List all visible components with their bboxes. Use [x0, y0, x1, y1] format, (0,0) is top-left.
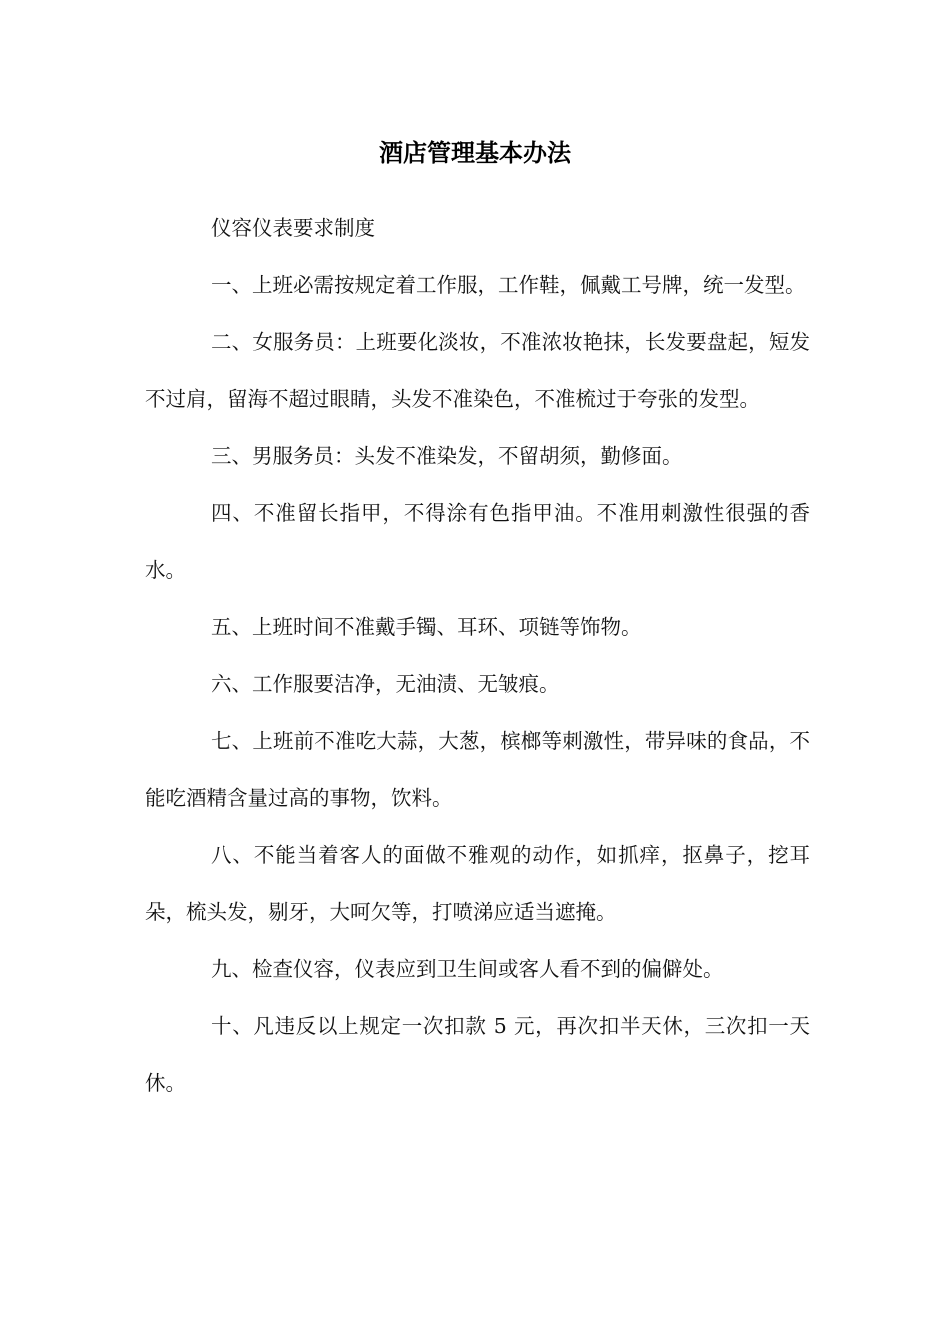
rule-paragraph-1: 一、上班必需按规定着工作服，工作鞋，佩戴工号牌，统一发型。	[211, 273, 806, 297]
rule-paragraph-9: 九、检查仪容，仪表应到卫生间或客人看不到的偏僻处。	[211, 957, 724, 981]
document-body	[145, 200, 810, 1112]
rule-paragraph-5: 五、上班时间不准戴手镯、耳环、项链等饰物。	[211, 615, 642, 639]
rule-paragraph-8: 八、不能当着客人的面做不雅观的动作，如抓痒，抠鼻子，挖耳朵，梳头发，剔牙，大呵欠等，打喷涕应适当遮掩。	[145, 843, 810, 924]
rule-paragraph-2: 二、女服务员：上班要化淡妆，不准浓妆艳抹，长发要盘起，短发不过肩，留海不超过眼睛，头发不准染色，不准梳过于夸张的发型。	[145, 330, 810, 411]
rule-paragraph-10: 十、凡违反以上规定一次扣款 5 元，再次扣半天休，三次扣一天休。	[145, 1014, 810, 1095]
section-heading: 仪容仪表要求制度	[211, 216, 375, 240]
rule-paragraph-3: 三、男服务员：头发不准染发，不留胡须，勤修面。	[211, 444, 683, 468]
rule-paragraph-6: 六、工作服要洁净，无油渍、无皱痕。	[211, 672, 560, 696]
rule-paragraph-4: 四、不准留长指甲，不得涂有色指甲油。不准用刺激性很强的香水。	[145, 501, 810, 582]
rule-paragraph-7: 七、上班前不准吃大蒜，大葱，槟榔等刺激性，带异味的食品，不能吃酒精含量过高的事物，饮料。	[145, 729, 810, 810]
document-title: 酒店管理基本办法	[379, 138, 571, 167]
